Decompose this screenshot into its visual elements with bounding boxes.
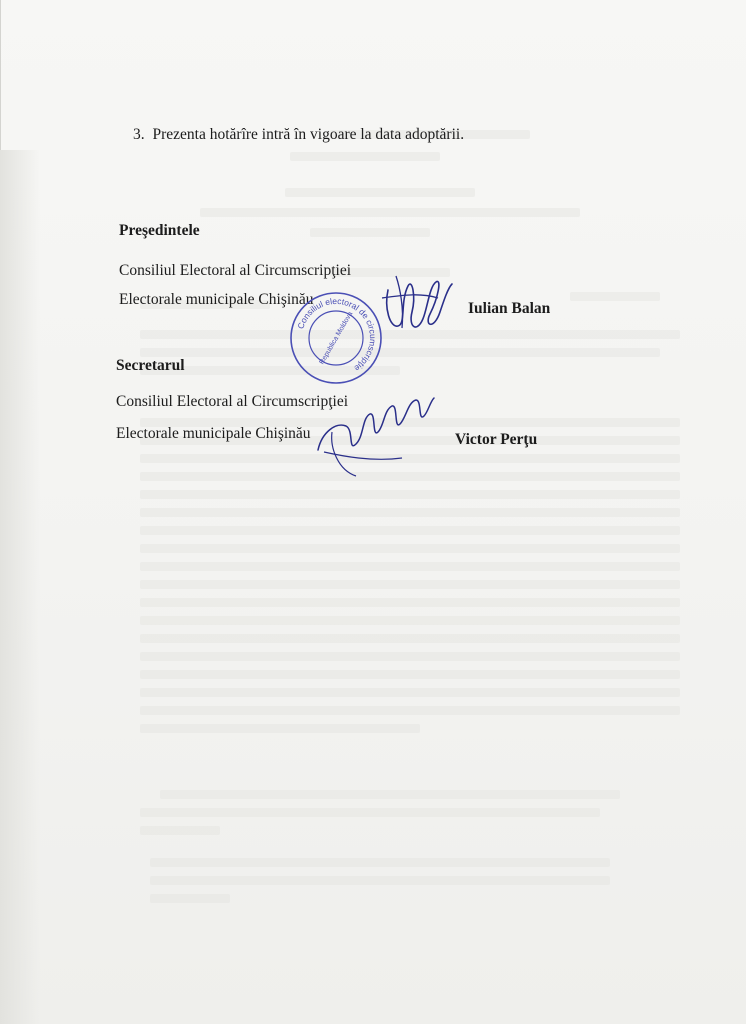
- page-fold-shadow: [0, 150, 40, 1024]
- secretary-name: Victor Perţu: [455, 431, 538, 448]
- stamp-ring-text: Consiliul electoral de circumscripţie: [295, 295, 379, 374]
- secretary-signature: [312, 392, 440, 482]
- secretary-org-line2: Electorale municipale Chişinău: [116, 425, 311, 442]
- president-org-line1: Consiliul Electoral al Circumscripţiei: [119, 262, 352, 279]
- president-signature: [378, 268, 458, 340]
- official-seal-stamp: [288, 290, 384, 386]
- resolution-item-3: [133, 126, 464, 144]
- secretary-org-line1: Consiliul Electoral al Circumscripţiei: [116, 393, 349, 410]
- president-name: Iulian Balan: [468, 300, 551, 317]
- item-number: 3.: [133, 126, 145, 143]
- president-role: Preşedintele: [119, 222, 200, 239]
- item-text: Prezenta hotărîre intră în vigoare la data adoptării.: [152, 126, 465, 143]
- stamp-center-text: Republica Moldova: [318, 310, 355, 366]
- president-org-line2: Electorale municipale Chişinău: [119, 291, 314, 308]
- secretary-role: Secretarul: [116, 357, 185, 374]
